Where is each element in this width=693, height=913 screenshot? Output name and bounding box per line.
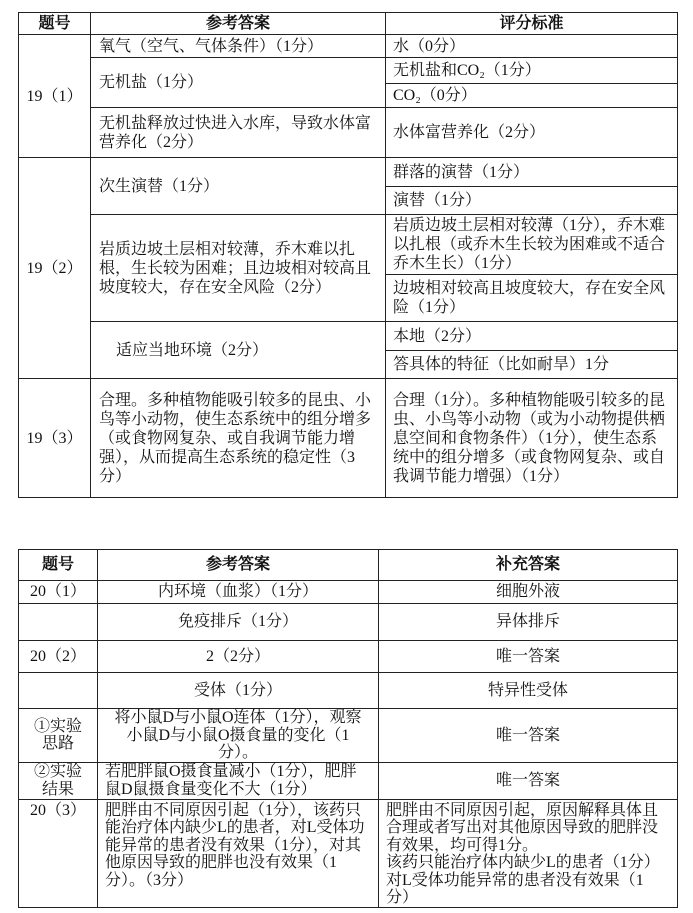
question-number-cell: 19（2）: [19, 158, 91, 379]
header-reference-answer: 参考答案: [98, 550, 379, 581]
table-row: [19, 379, 678, 498]
experiment-idea-label: ①实验思路: [34, 717, 83, 753]
header-question-number: 题号: [19, 550, 98, 581]
supplementary-answer-line: 对L受体功能异常的患者没有效果（1分）: [386, 871, 644, 906]
supplementary-answer-line: 该药只能治疗体内缺少L的患者（1分）: [386, 854, 660, 871]
table-row: [19, 108, 678, 158]
supplementary-answer-cell: 唯一答案: [379, 762, 678, 799]
table-row: [19, 673, 678, 709]
scoring-criteria-cell: 合理（1分）。多种植物能吸引较多的昆虫、小鸟等小动物（或为小动物提供栖息空间和食物条件）（1分），使生态系统中的组分增多（或食物网复杂、或自我调节能力增强）（1分）: [386, 379, 678, 498]
table-row: [19, 158, 678, 187]
scoring-criteria-cell: CO₂（0分）: [386, 84, 678, 108]
scoring-criteria-cell: 边坡相对较高且坡度较大，存在安全风险（1分）: [386, 275, 678, 322]
reference-answer-cell: 将小鼠D与小鼠O连体（1分），观察小鼠D与小鼠O摄食量的变化（1分）。: [98, 709, 379, 763]
supplementary-answer-cell: [379, 799, 678, 907]
question-number-cell: 20（3）: [19, 799, 98, 907]
question-number-cell: [19, 762, 98, 799]
reference-answer-cell: 无机盐释放过快进入水库，导致水体富营养化（2分）: [91, 108, 386, 158]
scoring-criteria-cell: 本地（2分）: [386, 322, 678, 351]
experiment-result-label: ②实验结果: [34, 763, 83, 798]
header-scoring-criteria: 评分标准: [386, 13, 678, 35]
scoring-criteria-cell: 演替（1分）: [386, 187, 678, 215]
table-row: [19, 215, 678, 275]
reference-answer-cell: 氧气（空气、气体条件）（1分）: [91, 35, 386, 58]
question-number-cell: 19（1）: [19, 35, 91, 158]
table-row: [19, 604, 678, 641]
reference-answer-cell: 次生演替（1分）: [91, 158, 386, 215]
header-row: [19, 550, 678, 581]
table-row: [19, 58, 678, 84]
header-reference-answer: 参考答案: [91, 13, 386, 35]
question-number-cell: 20（1）: [19, 581, 98, 604]
table-row: [19, 641, 678, 673]
supplementary-answer-cell: 细胞外液: [379, 581, 678, 604]
header-supplementary-answer: 补充答案: [379, 550, 678, 581]
reference-answer-cell: 受体（1分）: [98, 673, 379, 709]
scoring-criteria-cell: 岩质边坡土层相对较薄（1分），乔木难以扎根（或乔木生长较为困难或不适合乔木生长）（1分）: [386, 215, 678, 275]
question-number-cell: 20（2）: [19, 641, 98, 673]
supplementary-answer-cell: 异体排斥: [379, 604, 678, 641]
question-number-cell: [19, 604, 98, 641]
table-row: [19, 581, 678, 604]
scoring-criteria-cell: 水体富营养化（2分）: [386, 108, 678, 158]
reference-answer-cell: 肥胖由不同原因引起（1分），该药只能治疗体内缺少L的患者，对L受体功能异常的患者没有效果（1分），对其他原因导致的肥胖也没有效果（1分）。（3分）: [98, 799, 379, 907]
question-number-cell: 19（3）: [19, 379, 91, 498]
table-row: [19, 322, 678, 351]
header-row: [19, 13, 678, 35]
table-row: [19, 762, 678, 799]
supplementary-answer-line: 肥胖由不同原因引起，原因解释具体且合理或者写出对其他原因导致的肥胖没有效果，均可得1分。: [386, 801, 659, 854]
header-question-number: 题号: [19, 13, 91, 35]
scoring-criteria-cell: 答具体的特征（比如耐旱）1分: [386, 351, 678, 379]
table-row: [19, 35, 678, 58]
reference-answer-cell: 若肥胖鼠O摄食量减小（1分），肥胖鼠D鼠摄食量变化不大（1分）: [98, 762, 379, 799]
question-number-cell: [19, 709, 98, 763]
reference-answer-cell: 岩质边坡土层相对较薄，乔木难以扎根，生长较为困难；且边坡相对较高且坡度较大，存在安全风险（2分）: [91, 215, 386, 322]
scoring-criteria-cell: 群落的演替（1分）: [386, 158, 678, 187]
scoring-table-q20: [18, 549, 678, 908]
table-row: [19, 709, 678, 763]
reference-answer-cell: 无机盐（1分）: [91, 58, 386, 108]
table-row: [19, 799, 678, 907]
scoring-table-q19: [18, 12, 678, 498]
reference-answer-cell: 适应当地环境（2分）: [91, 322, 386, 379]
reference-answer-cell: 免疫排斥（1分）: [98, 604, 379, 641]
reference-answer-cell: 内环境（血浆）（1分）: [98, 581, 379, 604]
reference-answer-cell: 2（2分）: [98, 641, 379, 673]
supplementary-answer-cell: 唯一答案: [379, 641, 678, 673]
scoring-criteria-cell: 无机盐和CO₂（1分）: [386, 58, 678, 84]
question-number-cell: [19, 673, 98, 709]
supplementary-answer-cell: 唯一答案: [379, 709, 678, 763]
reference-answer-cell: 合理。多种植物能吸引较多的昆虫、小鸟等小动物，使生态系统中的组分增多（或食物网复杂、或自我调节能力增强），从而提高生态系统的稳定性（3分）: [91, 379, 386, 498]
supplementary-answer-cell: 特异性受体: [379, 673, 678, 709]
scoring-criteria-cell: 水（0分）: [386, 35, 678, 58]
